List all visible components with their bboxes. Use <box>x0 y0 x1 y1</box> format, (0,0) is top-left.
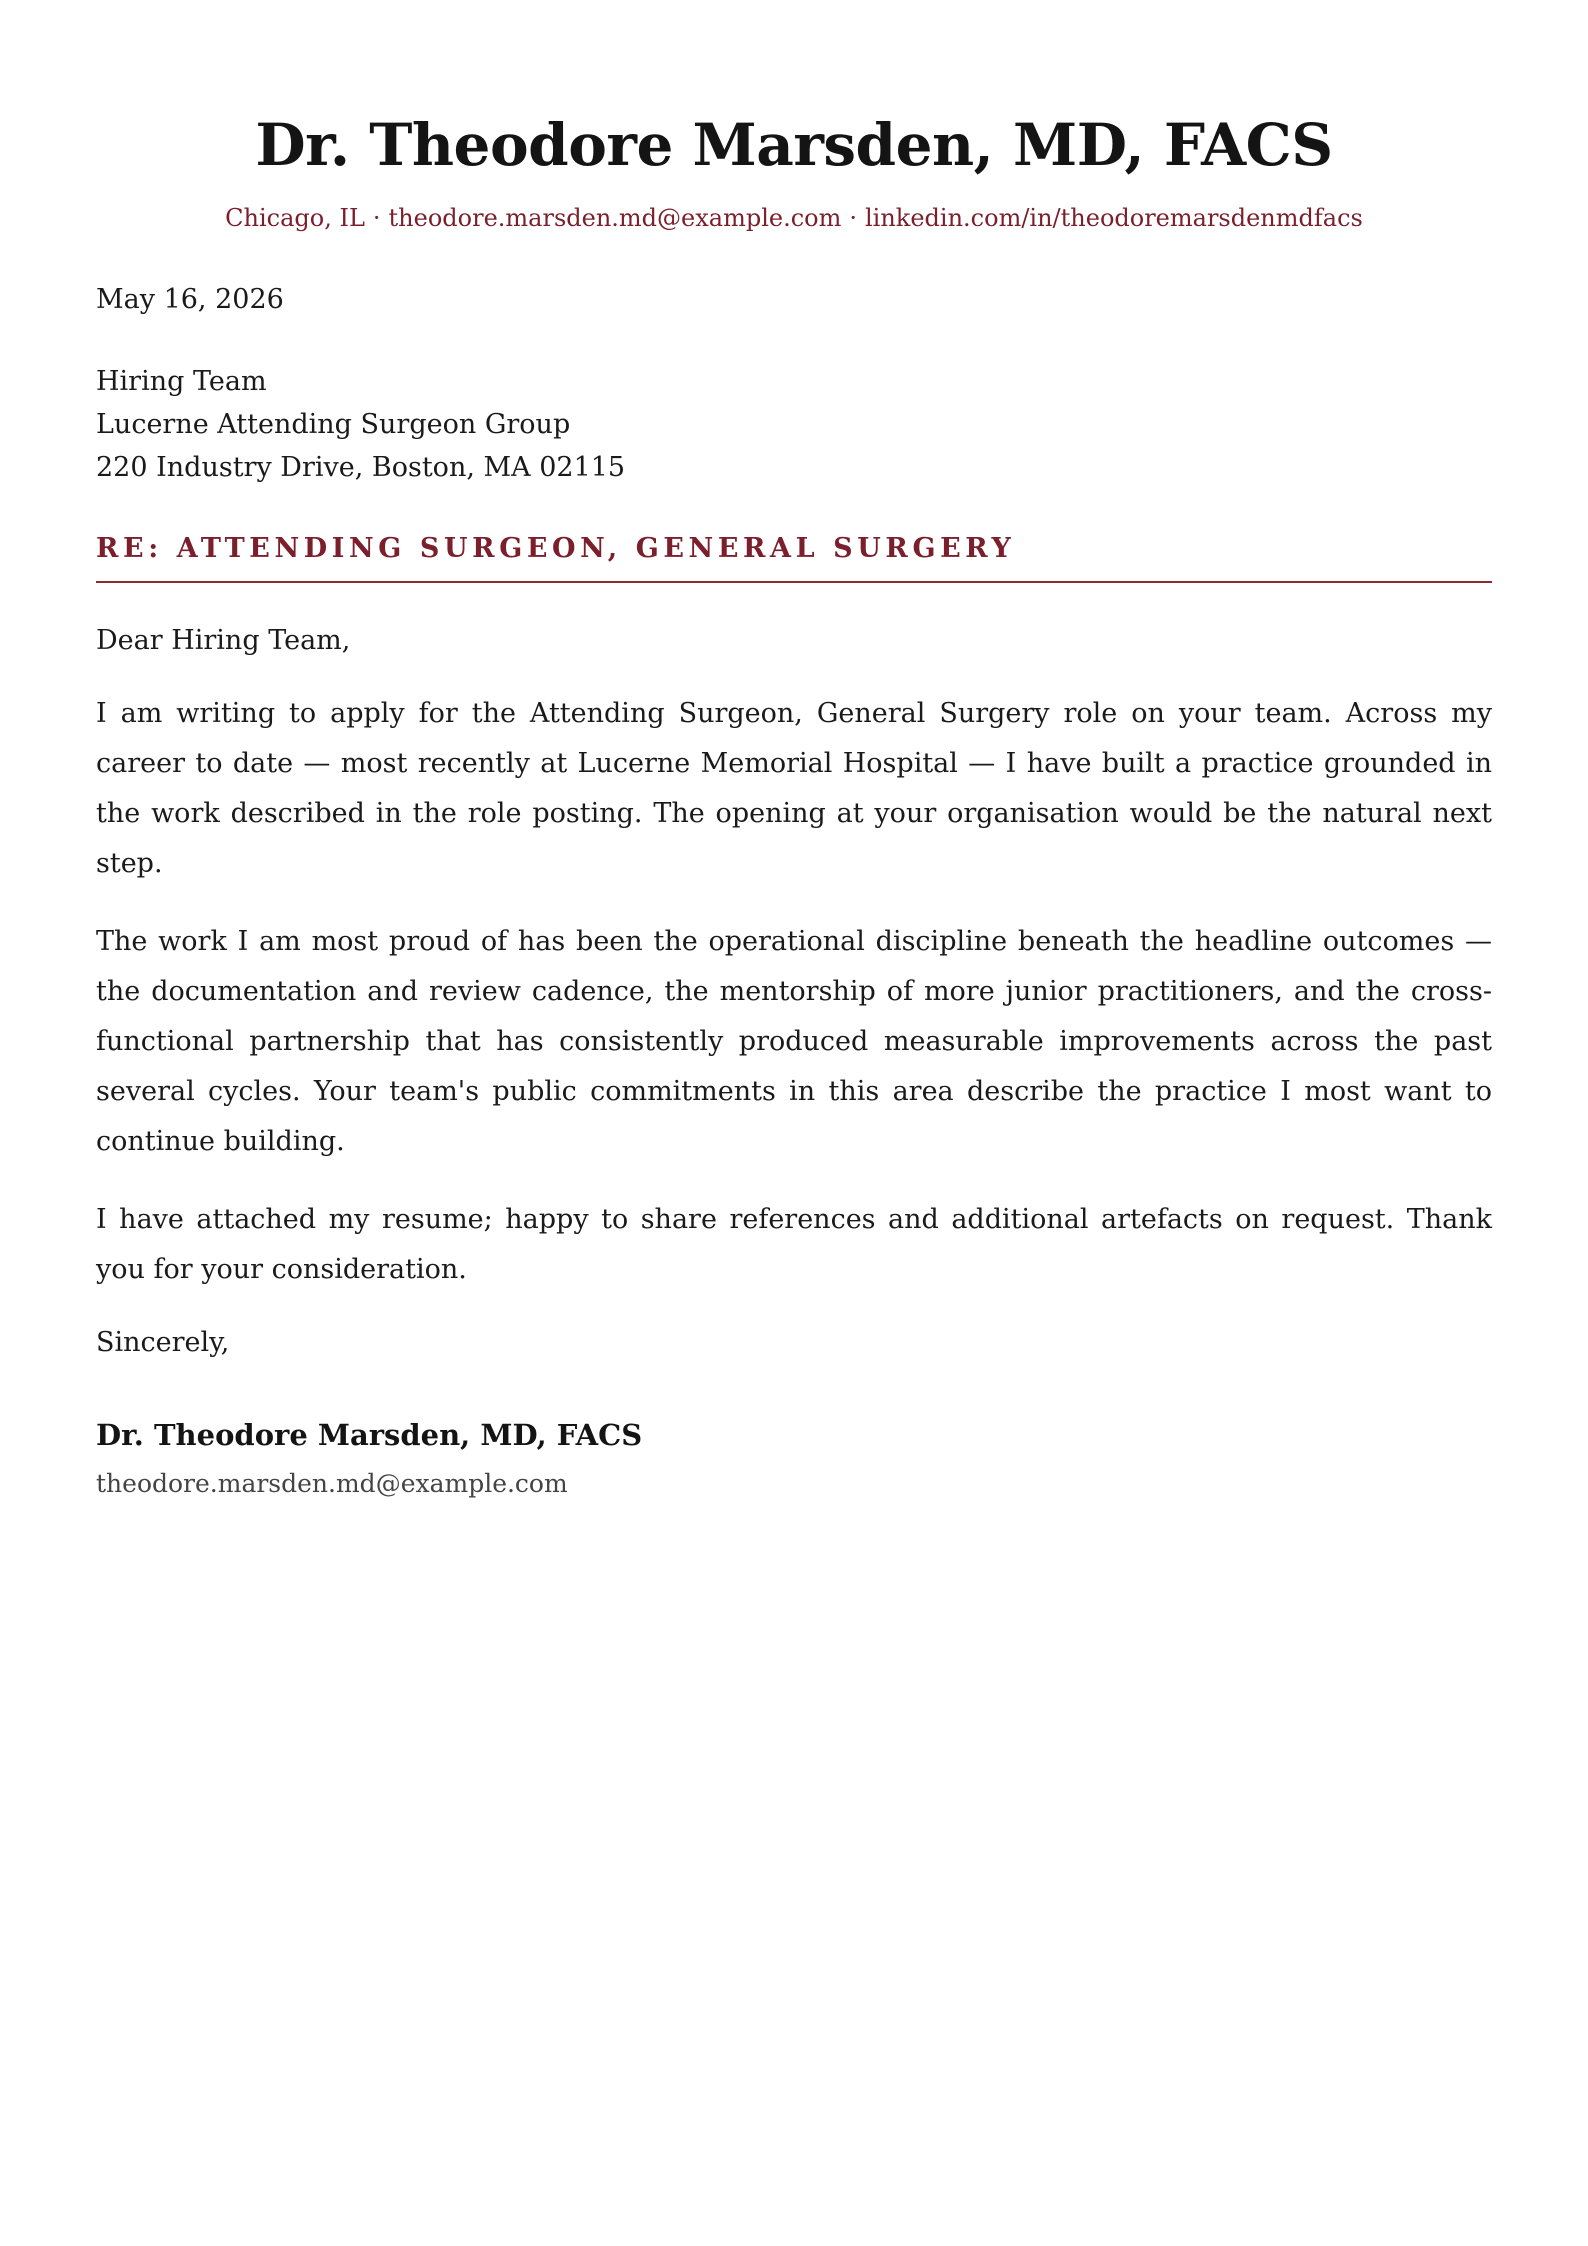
body-paragraph: The work I am most proud of has been the operational discipline beneath the headline outcomes — the documentation and review cadence, the mentorship of more junior practitioners, and the cross-functional partnership that has consistently produced measurable improvements across the past several cycles. Your team's public commitments in this area describe the practice I most want to continue building. <box>96 926 1492 1157</box>
contact-line <box>96 202 1492 234</box>
signature-email[interactable]: theodore.marsden.md@example.com <box>96 1469 568 1498</box>
contact-linkedin[interactable]: linkedin.com/in/theodoremarsdenmdfacs <box>865 204 1363 232</box>
applicant-name: Dr. Theodore Marsden, MD, FACS <box>255 111 1333 179</box>
recipient-line: 220 Industry Drive, Boston, MA 02115 <box>96 452 626 483</box>
recipient-line: Lucerne Attending Surgeon Group <box>96 409 571 440</box>
body-paragraph: I have attached my resume; happy to share references and additional artefacts on request. Thank you for your consideration. <box>96 1204 1492 1285</box>
contact-email[interactable]: theodore.marsden.md@example.com <box>388 204 842 232</box>
signature-name: Dr. Theodore Marsden, MD, FACS <box>96 1418 643 1452</box>
subject-line: RE: ATTENDING SURGEON, GENERAL SURGERY <box>96 529 1492 583</box>
contact-location: Chicago, IL <box>225 204 365 232</box>
contact-separator: · <box>372 204 381 232</box>
letter-date: May 16, 2026 <box>96 284 284 315</box>
closing: Sincerely, <box>96 1327 230 1358</box>
recipient-block <box>96 360 1492 489</box>
contact-separator: · <box>849 204 857 232</box>
body-paragraph: I am writing to apply for the Attending Surgeon, General Surgery role on your team. Across my career to date — most recently at Lucerne Memorial Hospital — I have built a practice grounded in the work described in the role posting. The opening at your organisation would be the natural next step. <box>96 698 1492 879</box>
letter-header <box>96 0 1492 234</box>
recipient-line: Hiring Team <box>96 366 267 397</box>
salutation: Dear Hiring Team, <box>96 625 351 656</box>
